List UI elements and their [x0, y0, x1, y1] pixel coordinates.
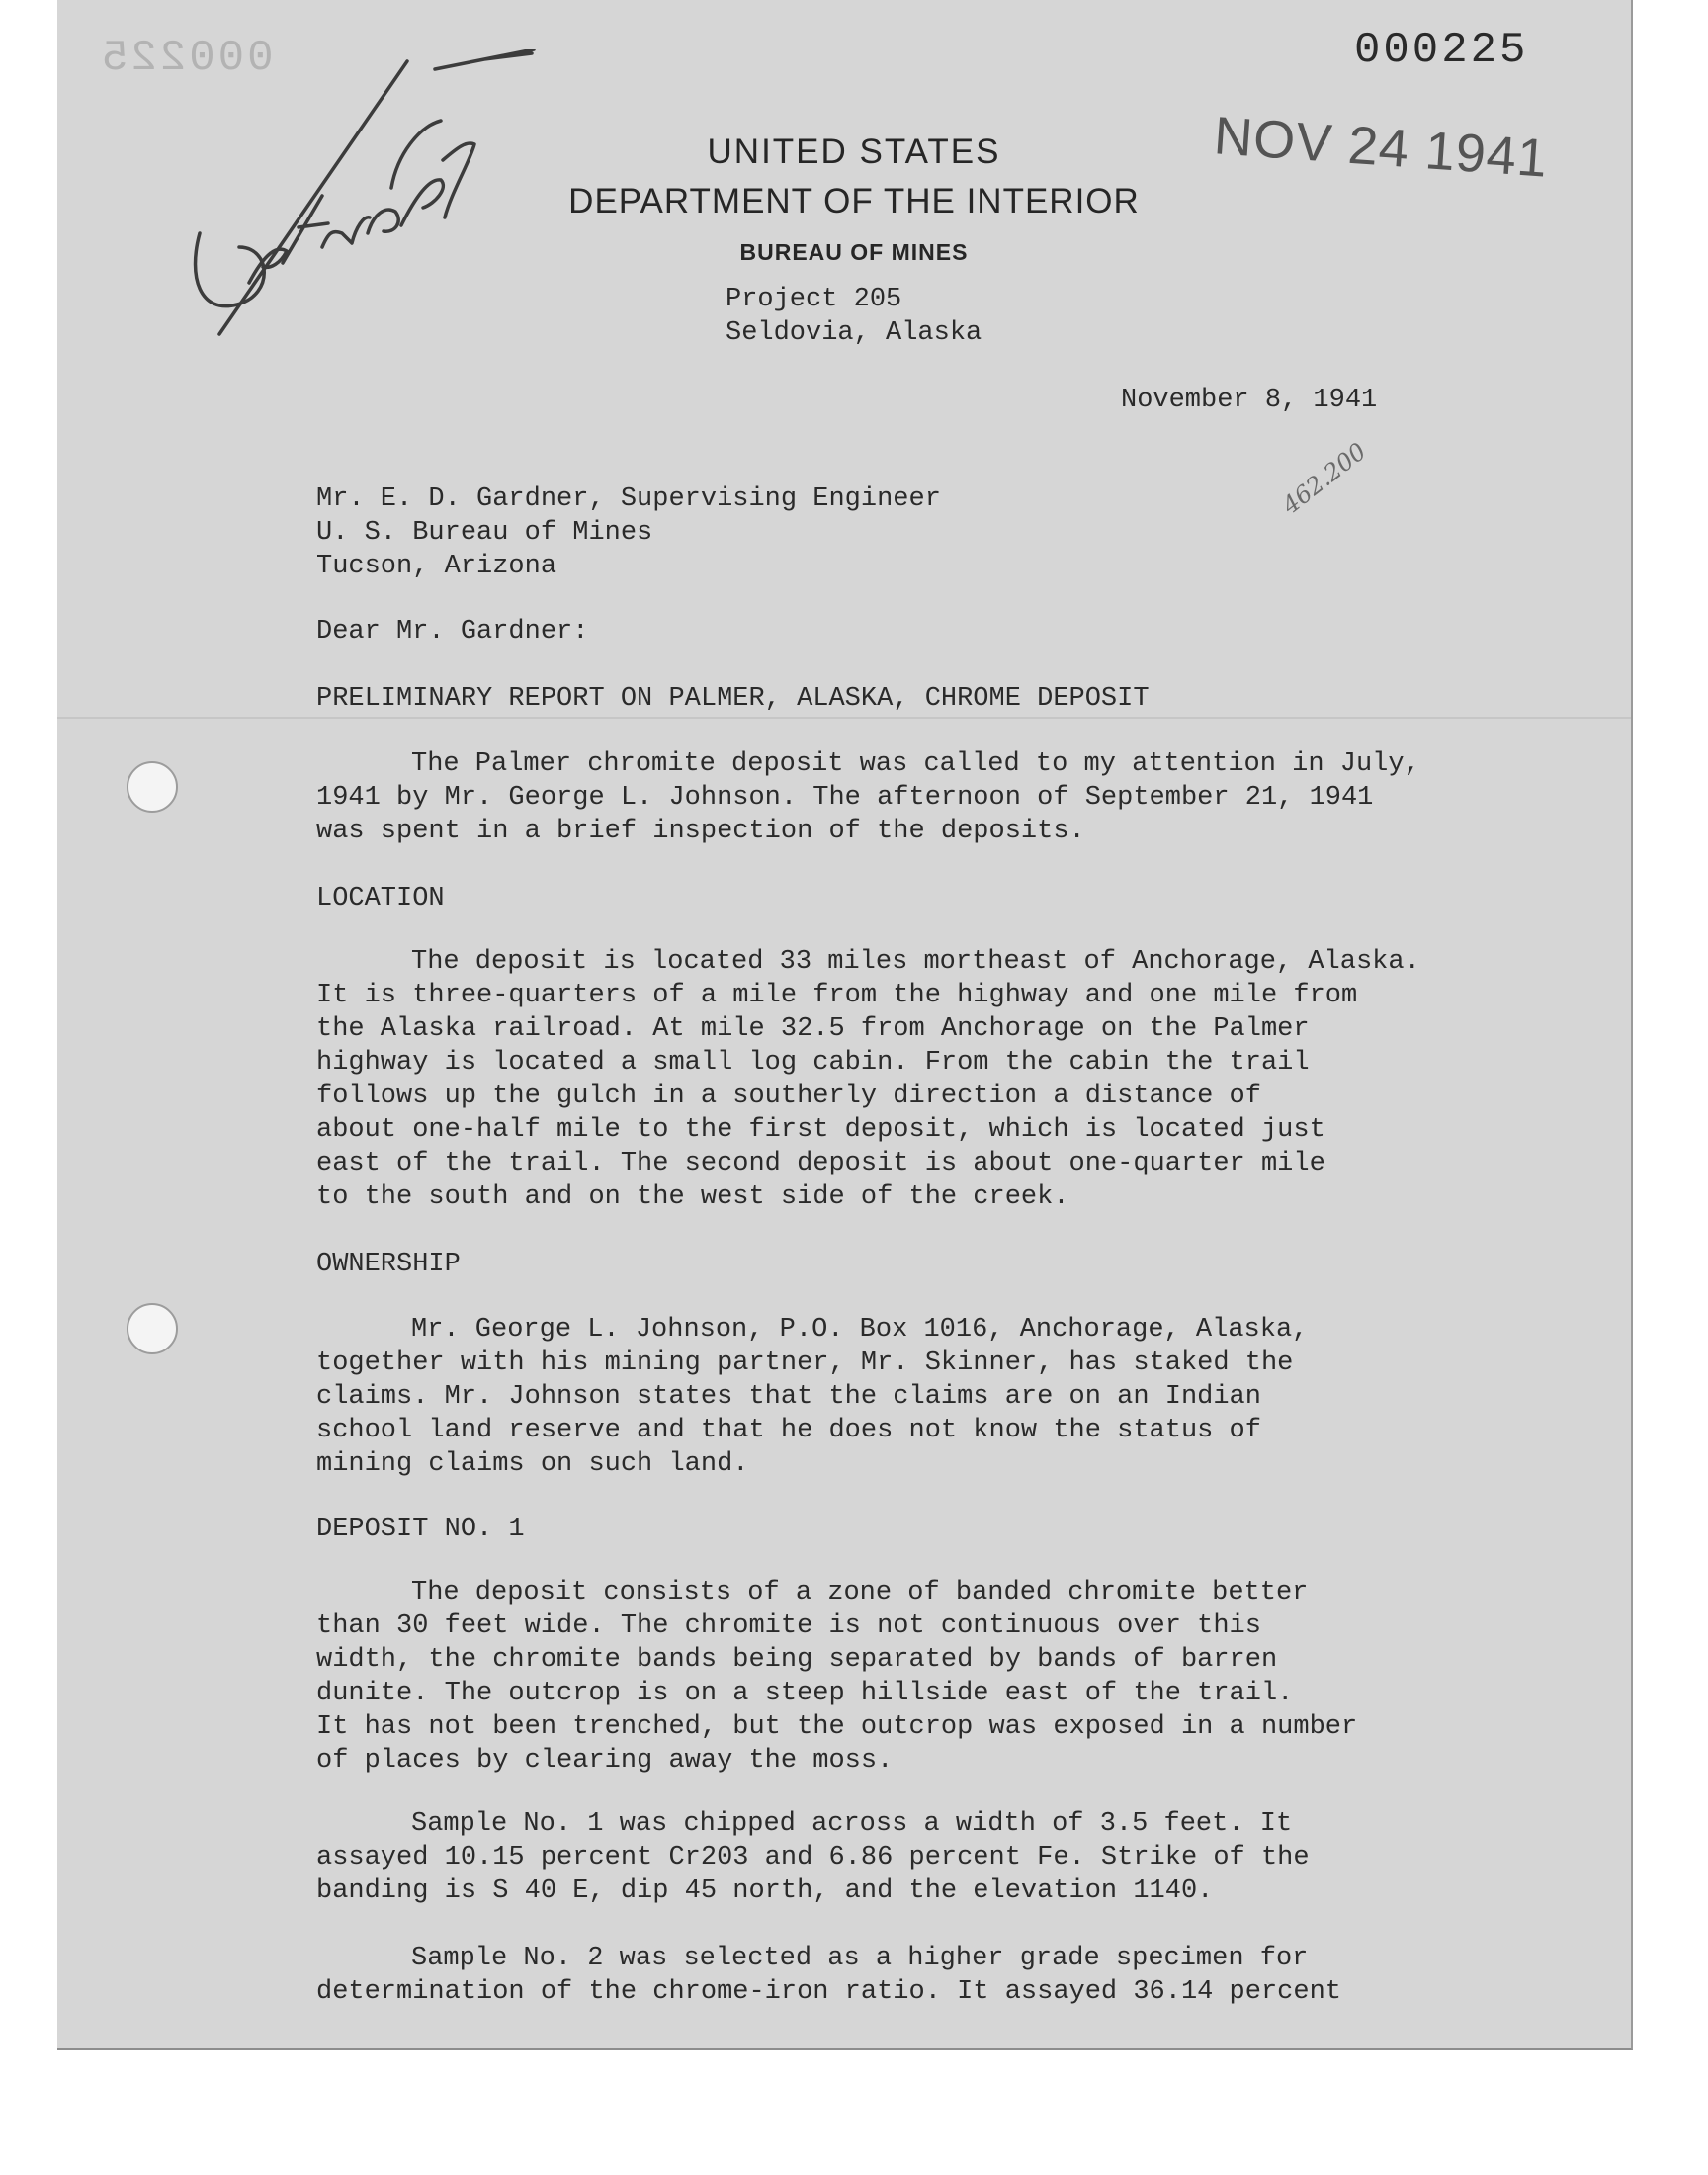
text-line: about one-half mile to the first deposit, which is located just — [316, 1115, 1325, 1145]
recipient-address — [316, 482, 941, 583]
text-line: highway is located a small log cabin. From the cabin the trail — [316, 1048, 1310, 1078]
text-line: width, the chromite bands being separated by bands of barren — [316, 1645, 1278, 1675]
text-line: 1941 by Mr. George L. Johnson. The afternoon of September 21, 1941 — [316, 783, 1374, 813]
ownership-paragraph — [316, 1313, 1308, 1481]
text-line: the Alaska railroad. At mile 32.5 from Anchorage on the Palmer — [316, 1014, 1310, 1044]
text-line: follows up the gulch in a southerly direction a distance of — [316, 1082, 1261, 1111]
text-line: was spent in a brief inspection of the deposits. — [316, 817, 1085, 846]
text-line: Sample No. 1 was chipped across a width of 3.5 feet. It — [411, 1809, 1293, 1839]
section-heading-location: LOCATION — [316, 884, 445, 914]
text-line: The deposit consists of a zone of banded chromite better — [411, 1578, 1309, 1608]
text-line: The Palmer chromite deposit was called to my attention in July, — [411, 749, 1420, 779]
date-received-stamp: NOV 24 1941 — [1212, 106, 1550, 189]
text-line: banding is S 40 E, dip 45 north, and the elevation 1140. — [316, 1876, 1214, 1906]
text-line: It has not been trenched, but the outcrop was exposed in a number — [316, 1712, 1358, 1742]
intro-paragraph — [316, 747, 1420, 848]
punch-hole — [127, 1303, 178, 1354]
text-line: to the south and on the west side of the creek. — [316, 1182, 1069, 1212]
text-line: dunite. The outcrop is on a steep hillside east of the trail. — [316, 1679, 1294, 1708]
sample-2-paragraph — [316, 1942, 1341, 2009]
address-line: Tucson, Arizona — [316, 552, 557, 581]
text-line: Sample No. 2 was selected as a higher grade specimen for — [411, 1944, 1309, 1973]
text-line: school land reserve and that he does not know the status of — [316, 1416, 1261, 1445]
letterhead-country: UNITED STATES — [707, 132, 1001, 171]
report-subject: PRELIMINARY REPORT ON PALMER, ALASKA, CHROME DEPOSIT — [316, 684, 1150, 714]
document-number: 000225 — [1354, 26, 1529, 75]
text-line: Mr. George L. Johnson, P.O. Box 1016, Anchorage, Alaska, — [411, 1315, 1309, 1345]
fold-line — [57, 717, 1631, 719]
location-paragraph — [316, 945, 1420, 1214]
section-heading-ownership: OWNERSHIP — [316, 1250, 461, 1279]
project-number: Project 205 — [726, 285, 902, 314]
text-line: than 30 feet wide. The chromite is not continuous over this — [316, 1611, 1261, 1641]
sample-1-paragraph — [316, 1807, 1310, 1908]
text-line: determination of the chrome-iron ratio. It assayed 36.14 percent — [316, 1977, 1341, 2007]
letter-date: November 8, 1941 — [1121, 386, 1378, 415]
text-line: together with his mining partner, Mr. Skinner, has staked the — [316, 1348, 1294, 1378]
bleed-through-number: 000225 — [99, 34, 274, 83]
punch-hole — [127, 761, 178, 813]
text-line: assayed 10.15 percent Cr203 and 6.86 percent Fe. Strike of the — [316, 1843, 1310, 1872]
handwritten-file-number: 462.200 — [1276, 437, 1372, 520]
section-heading-deposit: DEPOSIT NO. 1 — [316, 1515, 525, 1544]
address-line: U. S. Bureau of Mines — [316, 518, 653, 548]
letterhead-department: DEPARTMENT OF THE INTERIOR — [568, 182, 1140, 220]
text-line: mining claims on such land. — [316, 1449, 749, 1479]
address-line: Mr. E. D. Gardner, Supervising Engineer — [316, 484, 941, 514]
text-line: claims. Mr. Johnson states that the claims are on an Indian — [316, 1382, 1261, 1412]
text-line: east of the trail. The second deposit is about one-quarter mile — [316, 1149, 1325, 1178]
salutation: Dear Mr. Gardner: — [316, 617, 589, 647]
text-line: It is three-quarters of a mile from the highway and one mile from — [316, 981, 1358, 1010]
office-location: Seldovia, Alaska — [726, 318, 982, 348]
deposit-paragraph — [316, 1576, 1357, 1778]
text-line: The deposit is located 33 miles mortheast of Anchorage, Alaska. — [411, 947, 1420, 977]
letterhead-bureau: BUREAU OF MINES — [739, 239, 969, 265]
text-line: of places by clearing away the moss. — [316, 1746, 894, 1776]
